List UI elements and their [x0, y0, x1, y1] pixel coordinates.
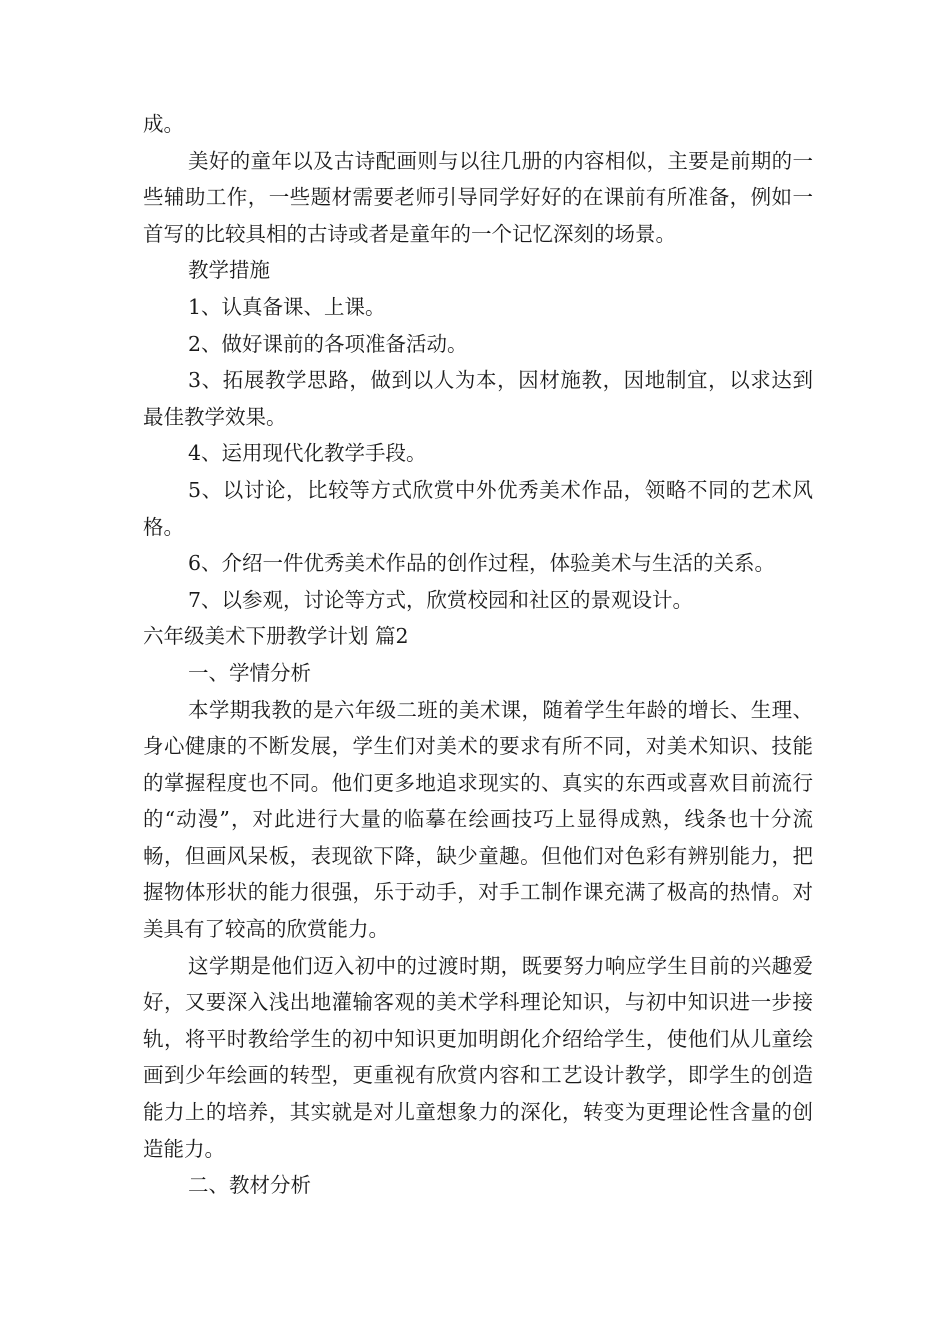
- article-title-part-2: 六年级美术下册教学计划 篇2: [143, 624, 409, 649]
- measure-item-1: 1、认真备课、上课。: [188, 294, 386, 319]
- measure-item-3: 3、拓展教学思路，做到以人为本，因材施教，因地制宜，以求达到最佳教学效果。: [143, 368, 813, 429]
- measure-item-5: 5、以讨论，比较等方式欣赏中外优秀美术作品，领略不同的艺术风格。: [143, 477, 813, 539]
- section-title-textbook-analysis: 二、教材分析: [188, 1173, 311, 1198]
- measure-item-4: 4、运用现代化教学手段。: [188, 441, 427, 466]
- paragraph-student-analysis: 本学期我教的是六年级二班的美术课，随着学生年龄的增长、生理、身心健康的不断发展，学生们对美术的要求有所不同，对美术知识、技能的掌握程度也不同。他们更多地追求现实的、真实的东西或喜欢目前流行的“动漫”，对此进行大量的临摹在绘画技巧上显得成熟，线条也十分流畅，但画风呆板，表现欲下降，缺少童趣。但他们对色彩有辨别能力，把握物体形状的能力很强，乐于动手，对手工制作课充满了极高的热情。对美具有了较高的欣赏能力。: [143, 697, 813, 942]
- section-title-student-analysis: 一、学情分析: [188, 660, 311, 685]
- measure-item-6: 6、介绍一件优秀美术作品的创作过程，体验美术与生活的关系。: [188, 551, 776, 576]
- paragraph-continuation: 成。: [143, 112, 184, 136]
- section-title-teaching-measures: 教学措施: [188, 258, 270, 283]
- paragraph-transition-period: 这学期是他们迈入初中的过渡时期，既要努力响应学生目前的兴趣爱好，又要深入浅出地灌输客观的美术学科理论知识，与初中知识进一步接轨，将平时教给学生的初中知识更加明朗化介绍给学生，使他们从儿童绘画到少年绘画的转型，更重视有欣赏内容和工艺设计教学，即学生的创造能力上的培养，其实就是对儿童想象力的深化，转变为更理论性含量的创造能力。: [143, 953, 813, 1161]
- document-body: [143, 106, 813, 1204]
- measure-item-2: 2、做好课前的各项准备活动。: [188, 331, 468, 356]
- paragraph-childhood-poetry: 美好的童年以及古诗配画则与以往几册的内容相似，主要是前期的一些辅助工作，一些题材需要老师引导同学好好的在课前有所准备，例如一首写的比较具相的古诗或者是童年的一个记忆深刻的场景。: [143, 148, 813, 246]
- measure-item-7: 7、以参观，讨论等方式，欣赏校园和社区的景观设计。: [188, 587, 694, 612]
